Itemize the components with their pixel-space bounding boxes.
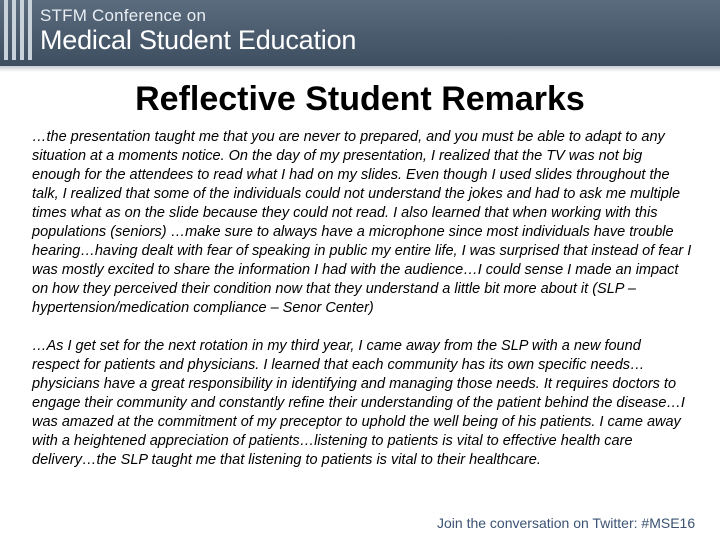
remark-paragraph: …As I get set for the next rotation in my third year, I came away from the SLP with a new found respect for patients and physicians. I learned that each community has its own specific needs…physicians have a great responsibility in identifying and managing those needs. It requires doctors to engage their community and constantly refine their understanding of the patient behind the disease…I was amazed at the commitment of my preceptor to uphold the well being of his patients. I came away with a heightened appreciation of patients…listening to patients is vital to effective health care delivery…the SLP taught me that listening to patients is vital to their healthcare.: [32, 338, 685, 468]
slide-body: [32, 128, 692, 489]
conference-header: [0, 0, 720, 66]
remark-paragraph: …the presentation taught me that you are never to prepared, and you must be able to adapt to any situation at a moments notice. On the day of my presentation, I realized that the TV was not big enough for the attendees to read what I had on my slides. Even though I used slides throughout the talk, I realized that some of the individuals could not understand the jokes and had to ask me multiple times what as on the slide because they could not read. I also learned that when working with this populations (seniors) …make sure to always have a microphone since most individuals have trouble hearing…having dealt with fear of speaking in public my entire life, I was surprised that instead of fear I was mostly excited to share the information I had with the audience…I could sense I made an impact on how they perceived their condition now that they understand a little bit more about it (SLP – hypertension/medication compliance – Senor Center): [32, 129, 692, 316]
twitter-footer: Join the conversation on Twitter: #MSE16: [437, 515, 696, 531]
conference-title: Medical Student Education: [40, 25, 357, 55]
slide-title: Reflective Student Remarks: [135, 80, 585, 118]
conference-subtitle: STFM Conference on: [40, 6, 207, 25]
header-shadow: [0, 66, 720, 72]
logo-bars: [0, 0, 34, 66]
